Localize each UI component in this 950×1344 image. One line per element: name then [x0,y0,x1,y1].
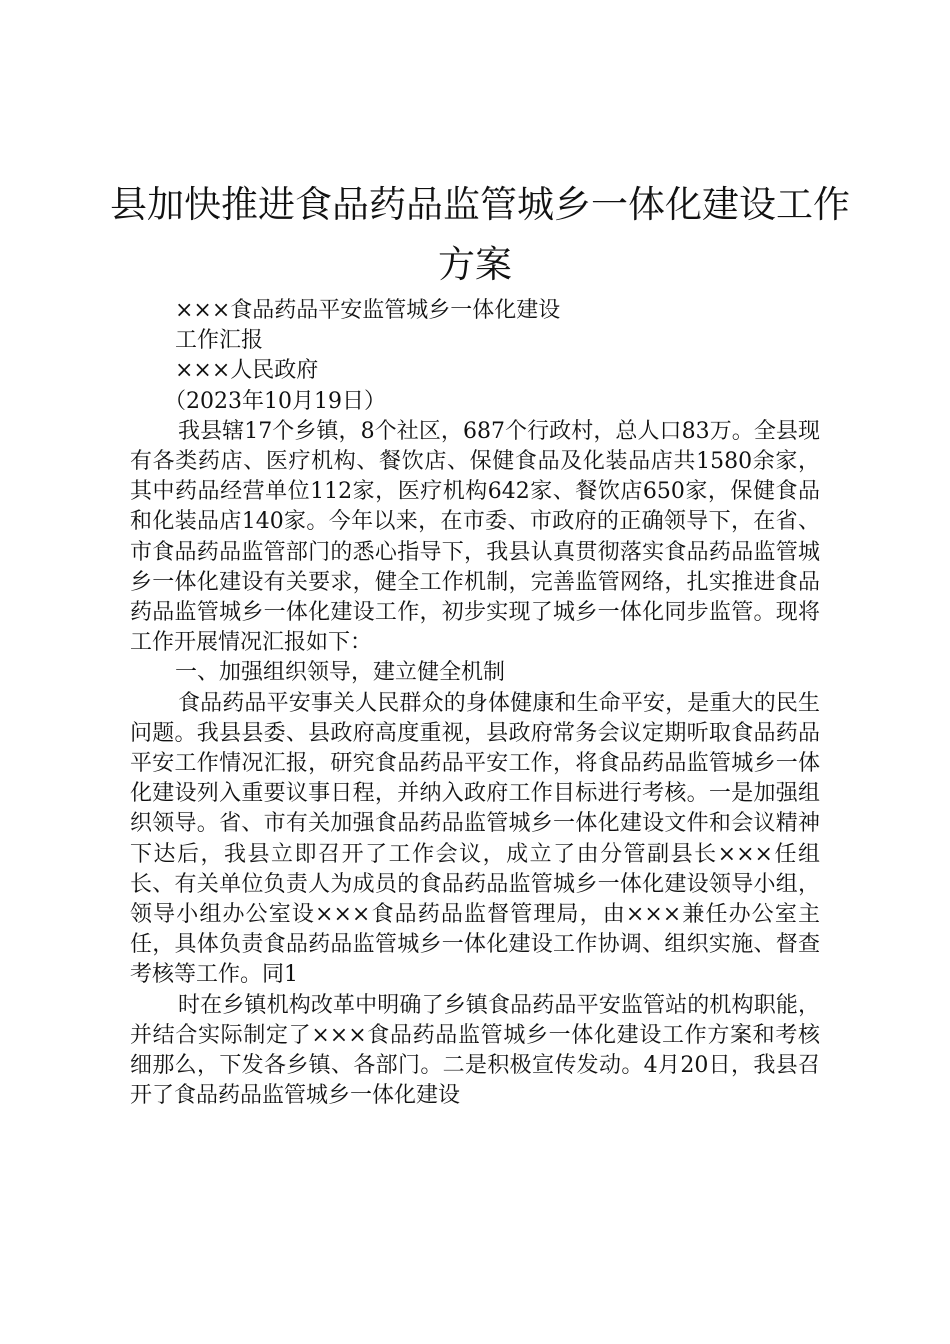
paragraph-continuation: 时在乡镇机构改革中明确了乡镇食品药品平安监管站的机构职能，并结合实际制定了×××食品药品监管城乡一体化建设工作方案和考核细那么，下发各乡镇、各部门。二是积极宣传发动。4月20日，我县召开了食品药品监管城乡一体化建设 [130,992,820,1109]
issuer: ×××人民政府 [175,358,319,384]
section-heading-1: 一、加强组织领导，建立健全机制 [175,660,506,686]
paragraph-overview: 我县辖17个乡镇，8个社区，687个行政村，总人口83万。全县现有各类药店、医疗机构、餐饮店、保健食品及化装品店共1580余家，其中药品经营单位112家，医疗机构642家、餐饮店650家，保健食品和化装品店140家。今年以来，在市委、市政府的正确领导下，在省、市食品药品监管部门的悉心指导下，我县认真贯彻落实食品药品监管城乡一体化建设有关要求，健全工作机制，完善监管网络，扎实推进食品药品监管城乡一体化建设工作，初步实现了城乡一体化同步监管。现将工作开展情况汇报如下： [130,418,820,656]
document-title-line-2: 方案 [438,243,512,286]
document-title-line-1: 县加快推进食品药品监管城乡一体化建设工作 [110,183,850,226]
paragraph-organization: 食品药品平安事关人民群众的身体健康和生命平安，是重大的民生问题。我县县委、县政府高度重视，县政府常务会议定期听取食品药品平安工作情况汇报，研究食品药品平安工作，将食品药品监管城乡一体化建设列入重要议事日程，并纳入政府工作目标进行考核。一是加强组织领导。省、市有关加强食品药品监管城乡一体化建设文件和会议精神下达后，我县立即召开了工作会议，成立了由分管副县长×××任组长、有关单位负责人为成员的食品药品监管城乡一体化建设领导小组，领导小组办公室设×××食品药品监督管理局，由×××兼任办公室主任，具体负责食品药品监管城乡一体化建设工作协调、组织实施、督查考核等工作。同1 [130,690,820,988]
report-title-line-1: ×××食品药品平安监管城乡一体化建设 [175,298,561,323]
report-date: （2023年10月19日） [164,388,386,414]
report-title-line-2: 工作汇报 [175,328,264,354]
document-body [130,296,820,1111]
